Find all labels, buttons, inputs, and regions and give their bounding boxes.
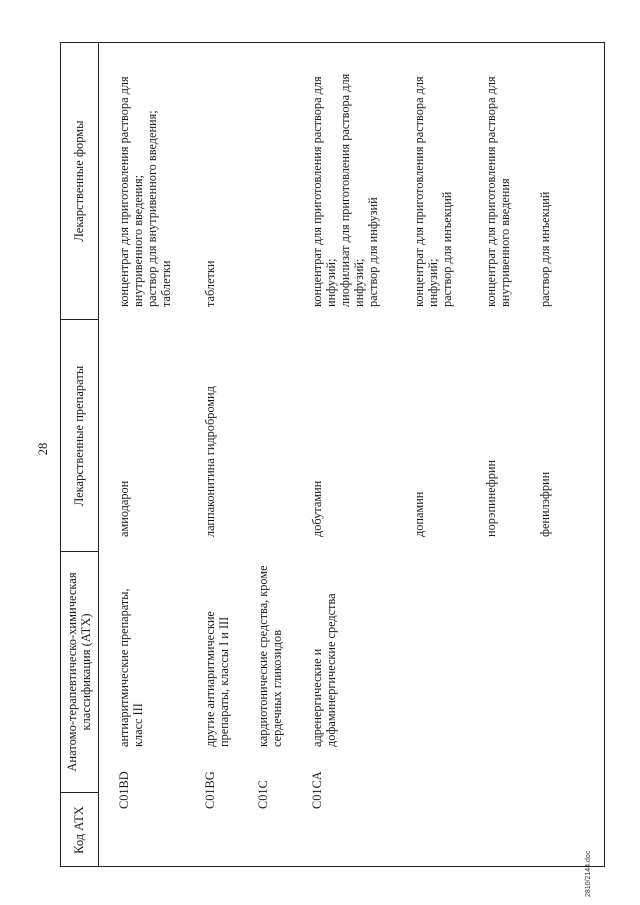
cell-code-c01c: C01C xyxy=(256,780,270,809)
form-line: концентрат для приготовления раствора для внутривенного введения xyxy=(484,76,512,307)
form-line: лиофилизат для приготовления раствора для инфузий; xyxy=(338,73,366,307)
table-right-rule xyxy=(60,42,605,43)
table-header-rule xyxy=(98,42,99,867)
cell-class-c01bg: другие антиаритмические препараты, классы I и III xyxy=(203,611,231,747)
header-forms: Лекарственные формы xyxy=(72,120,86,242)
form-line: концентрат для приготовления раствора для инфузий; xyxy=(412,76,440,307)
table-bottom-rule xyxy=(604,42,605,867)
cell-forms-phenylephrine xyxy=(538,57,552,307)
cell-drug-dobutamine: добутамин xyxy=(310,480,324,537)
cell-code-c01ca: C01CA xyxy=(310,771,324,809)
header-classification: Анатомо-терапевтическо-химическая классификация (АТХ) xyxy=(65,572,93,772)
cell-drug-amiodarone: амиодарон xyxy=(117,480,131,537)
cell-code-c01bg: C01BG xyxy=(203,771,217,809)
document-footer-id: 2810/2144.doc xyxy=(585,850,592,897)
form-line: таблетки xyxy=(159,260,173,307)
cell-forms-dopamine xyxy=(412,57,454,307)
table-left-rule xyxy=(60,866,605,867)
cell-class-c01ca: адренергические и дофаминергические средства xyxy=(310,593,338,747)
cell-code-c01bd: C01BD xyxy=(117,771,131,809)
cell-drug-norepinephrine: норэпинефрин xyxy=(484,459,498,537)
cell-drug-dopamine: допамин xyxy=(412,491,426,537)
form-line: раствор для инъекций xyxy=(440,191,454,307)
form-line: раствор для инъекций xyxy=(538,191,552,307)
form-line: таблетки xyxy=(203,260,217,307)
cell-class-c01bd: антиаритмические препараты, класс III xyxy=(117,588,145,747)
header-drugs: Лекарственные препараты xyxy=(72,365,86,507)
cell-forms-dobutamine xyxy=(310,57,380,307)
table-col-rule-1 xyxy=(60,792,98,793)
header-code: Код АТХ xyxy=(72,806,86,854)
table-col-rule-3 xyxy=(60,319,98,320)
cell-forms-lappaconitine xyxy=(203,57,217,307)
atc-drug-table xyxy=(60,42,605,867)
form-line: концентрат для приготовления раствора для внутривенного введения; xyxy=(117,76,145,307)
cell-forms-norepinephrine xyxy=(484,57,512,307)
table-col-rule-2 xyxy=(60,551,98,552)
table-top-rule xyxy=(60,42,61,867)
page-number: 28 xyxy=(36,442,50,456)
form-line: раствор для инфузий xyxy=(366,197,380,307)
form-line: концентрат для приготовления раствора для инфузий; xyxy=(310,76,338,307)
cell-forms-amiodarone xyxy=(117,57,173,307)
form-line: раствор для внутривенного введения; xyxy=(145,110,159,307)
cell-drug-phenylephrine: фенилэфрин xyxy=(538,471,552,537)
cell-drug-lappaconitine: лаппаконитина гидробромид xyxy=(203,386,217,537)
cell-class-c01c: кардиотонические средства, кроме сердечных гликозидов xyxy=(256,565,284,747)
